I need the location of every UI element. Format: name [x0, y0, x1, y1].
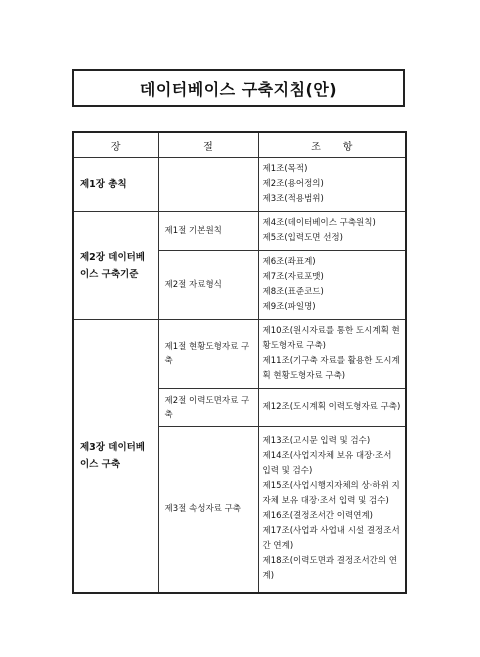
document-title: 데이터베이스 구축지침(안) — [72, 69, 405, 107]
article-item: 제6조(좌표계) — [262, 257, 316, 267]
article-item: 제8조(표준코드) — [262, 287, 324, 297]
article-cell — [258, 389, 406, 427]
article-cell — [258, 251, 406, 320]
article-item: 제17조(사업과 사업내 시설 결정조서간 연계) — [262, 526, 400, 552]
article-item: 제13조(고시문 입력 및 검수) — [262, 436, 371, 447]
article-item: 제18조(이력도면과 결정조서간의 연계) — [262, 556, 397, 582]
table-row — [73, 212, 406, 251]
section-cell: 제3절 속성자료 구축 — [158, 427, 258, 593]
article-item: 제2조(용어정의) — [262, 179, 324, 189]
article-item: 제7조(자료포맷) — [262, 272, 324, 282]
chapter-cell: 제3장 데이터베이스 구축 — [73, 320, 158, 593]
toc-table — [72, 131, 407, 594]
section-cell: 제1절 현황도형자료 구축 — [158, 320, 258, 389]
header-article: 조항 — [258, 132, 406, 158]
section-cell: 제2절 자료형식 — [158, 251, 258, 320]
header-section: 절 — [158, 132, 258, 158]
section-cell: 제1절 기본원칙 — [158, 212, 258, 251]
article-cell — [258, 427, 406, 593]
section-cell — [158, 158, 258, 212]
table-row — [73, 320, 406, 389]
article-item: 제1조(목적) — [262, 164, 308, 174]
article-item: 제4조(데이터베이스 구축원칙) — [262, 218, 376, 228]
article-cell — [258, 212, 406, 251]
article-item: 제10조(원시자료를 통한 도시계획 현황도형자료 구축) — [262, 326, 400, 351]
article-cell — [258, 320, 406, 389]
article-item: 제12조(도시계획 이력도형자료 구축) — [262, 402, 401, 412]
article-item: 제14조(사업지자체 보유 대장·조서 입력 및 검수) — [262, 451, 392, 477]
article-item: 제11조(기구축 자료를 활용한 도시계획 현황도형자료 구축) — [262, 356, 400, 381]
chapter-cell: 제2장 데이터베이스 구축기준 — [73, 212, 158, 320]
table-header-row — [73, 132, 406, 158]
article-item: 제16조(결정조서간 이력연계) — [262, 511, 373, 522]
table-row — [73, 158, 406, 212]
chapter-cell: 제1장 총칙 — [73, 158, 158, 212]
article-item: 제9조(파일명) — [262, 302, 316, 312]
header-chapter: 장 — [73, 132, 158, 158]
article-item: 제3조(적용범위) — [262, 194, 324, 204]
article-cell — [258, 158, 406, 212]
article-item: 제5조(입력도면 선정) — [262, 233, 343, 243]
article-item: 제15조(사업시행지자체의 상·하위 지자체 보유 대장·조서 입력 및 검수) — [262, 481, 400, 507]
section-cell: 제2절 이력도면자료 구축 — [158, 389, 258, 427]
